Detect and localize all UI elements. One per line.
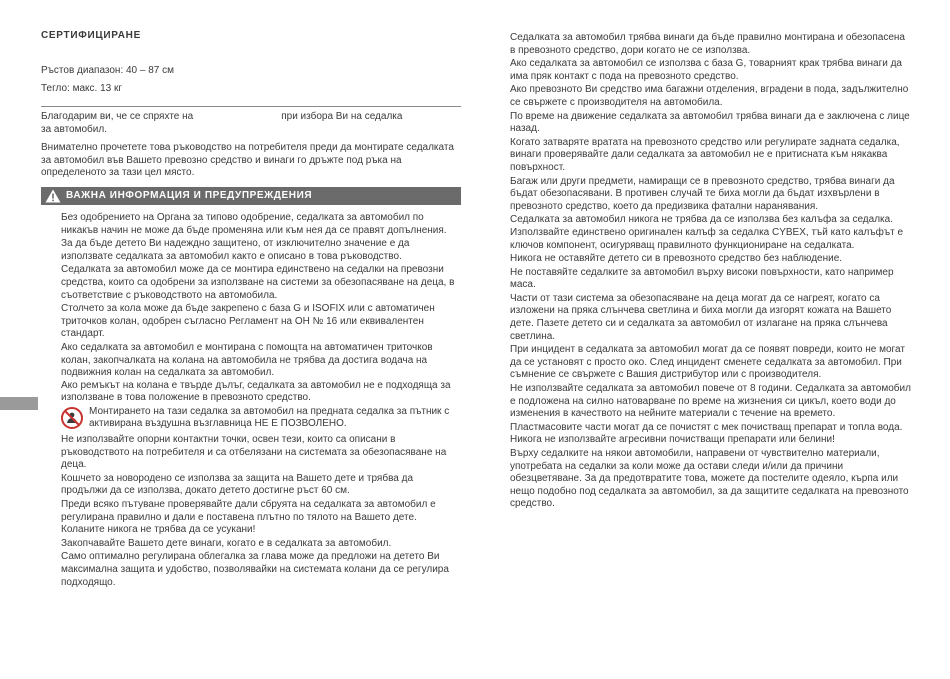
weight-spec: Тегло: макс. 13 кг	[41, 83, 123, 94]
warning-triangle-icon	[45, 189, 61, 203]
list-item: Седалката за автомобил може да се монтира единствено на седалки на превозни средства, които са одобрени за използване на системи за обезопасяване на деца, в съответствие с ръководството на автомобила.	[61, 264, 455, 301]
list-item: Никога не оставяйте детето си в превозното средство без наблюдение.	[510, 253, 843, 265]
list-item: При инцидент в седалката за автомобил могат да се появят повреди, които не могат да се установят с просто око. След инцидент сменете седалката за автомобил. При съмнение се свържете с Вашия дистрибутор или с производителя.	[510, 344, 905, 381]
list-item: Багаж или други предмети, намиращи се в превозното средство, трябва винаги да бъдат обезопасявани. В противен случай те биха могли да бъдат изхвърлени в превозното средство, което да предизвика фатални наранявания.	[510, 175, 895, 212]
left-column	[41, 30, 461, 590]
list-item: Закопчавайте Вашето дете винаги, когато е в седалката за автомобил.	[61, 537, 392, 549]
list-item: Ако ремъкът на колана е твърде дълъг, седалката за автомобил не е подходяща за използване в това положение в превозното средство.	[61, 379, 451, 404]
thanks-paragraph	[41, 111, 461, 136]
warning-banner	[41, 187, 461, 205]
thanks-text-3: за автомобил.	[41, 123, 107, 135]
thanks-text-1: Благодарим ви, че се спряхте на	[41, 111, 194, 122]
list-item: Когато затваряте вратата на превозното средство или регулирате задната седалка, винаги проверявайте дали седалката за автомобил не е притисната към някаква повърхност.	[510, 136, 900, 173]
list-item: Не използвайте опорни контактни точки, освен тези, които са описани в ръководството на потребителя и са отбелязани на системата за обезопасяване на деца.	[61, 434, 447, 471]
airbag-warning-text: Монтирането на тази седалка за автомобил на предната седалка за пътник с активирана въздушна възглавница НЕ Е ПОЗВОЛЕНО.	[89, 405, 450, 430]
list-item: Ако превозното Ви средство има багажни отделения, вградени в пода, задължително се свържете с производителя на автомобила.	[510, 84, 909, 108]
thanks-text-2: при избора Ви на седалка	[281, 111, 403, 122]
section-heading: СЕРТИФИЦИРАНЕ	[41, 30, 141, 41]
list-item: Кошчето за новородено се използва за защита на Вашето дете и трябва да продължи да се използва, докато детето достигне ръст 60 см.	[61, 472, 414, 497]
page-tab-marker	[0, 397, 38, 410]
airbag-warning-row	[61, 406, 461, 432]
warnings-list	[41, 212, 461, 589]
height-range-spec: Ръстов диапазон: 40 – 87 см	[41, 65, 175, 76]
no-airbag-icon	[61, 407, 83, 429]
list-item: За да бъде детето Ви надеждно защитено, от изключително значение е да използвате седалката за автомобил както е описано в това ръководство.	[61, 238, 410, 262]
list-item: Преди всяко пътуване проверявайте дали сбруята на седалката за автомобил е регулирана правилно и дали е поставена плътно по тялото на Вашето дете. Коланите никога не трябва да се усукани!	[61, 499, 436, 536]
list-item: По време на движение седалката за автомобил трябва винаги да е заключена с лице назад.	[510, 110, 910, 135]
list-item: Не поставяйте седалките за автомобил върху високи повърхности, като например маса.	[510, 266, 894, 291]
list-item: Седалката за автомобил никога не трябва да се използва без калъфа за седалка. Използвайте единствено оригинален калъф за седалка CYBEX, тъй като калъфът е ключов компонент, осигуряващ правилното функциониране на седалката.	[510, 214, 904, 251]
intro-paragraph: Внимателно прочетете това ръководство на потребителя преди да монтирате седалката за автомобил във Вашето превозно средство и винаги го дръжте под ръка на определеното за тази цел място.	[41, 142, 454, 179]
right-column	[510, 32, 912, 512]
warning-banner-title: ВАЖНА ИНФОРМАЦИЯ И ПРЕДУПРЕЖДЕНИЯ	[66, 190, 313, 202]
list-item: Ако седалката за автомобил е монтирана с помощта на автоматичен триточков колан, закопчалката на колана на автомобила не трябва да достига водача на подвижния колан на седалката за автомобил.	[61, 341, 433, 379]
list-item: Части от тази система за обезопасяване на деца могат да се нагреят, когато са изложени на пряка слънчева светлина и биха могли да изгорят кожата на Вашето дете. Пазете детето си и седалката за автомобил от излагане на пряка слънчева светлина.	[510, 292, 892, 342]
list-item: Само оптимално регулирана облегалка за глава може да предложи на детето Ви максимална защита и удобство, позволявайки на системата колани да се регулира подходящо.	[61, 551, 449, 588]
list-item: Без одобрението на Органа за типово одобрение, седалката за автомобил по никакъв начин не може да бъде променяна или към нея да се правят допълнения.	[61, 211, 447, 236]
list-item: Върху седалките на някои автомобили, направени от чувствително материали, употребата на седалки за коли може да остави следи и/или да причини обезцветяване. За да предотвратите това, можете да постелите одеяло, кърпа или нещо подобно под седалката за автомобил, за да защитите седалката на превозното средство.	[510, 448, 909, 510]
list-item: Ако седалката за автомобил се използва с база G, товарният крак трябва винаги да има пряк контакт с пода на превозното средство.	[510, 58, 902, 82]
divider	[41, 106, 461, 107]
list-item: Столчето за кола може да бъде закрепено с база G и ISOFIX или с автоматичен триточков колан, одобрен съгласно Регламент на ОН № 16 или еквивалентен стандарт.	[61, 303, 435, 340]
list-item: Седалката за автомобил трябва винаги да бъде правилно монтирана и обезопасена в превозното средство, дори когато не се използва.	[510, 32, 905, 56]
list-item: Не използвайте седалката за автомобил повече от 8 години. Седалката за автомобил е подложена на силно натоварване по време на жизнения си цикъл, което води до изменения в качеството на нейните материали с течение на времето.	[510, 383, 911, 420]
list-item: Пластмасовите части могат да се почистят с мек почистващ препарат и топла вода. Никога не използвайте агресивни почистващи препарати или белини!	[510, 421, 903, 446]
